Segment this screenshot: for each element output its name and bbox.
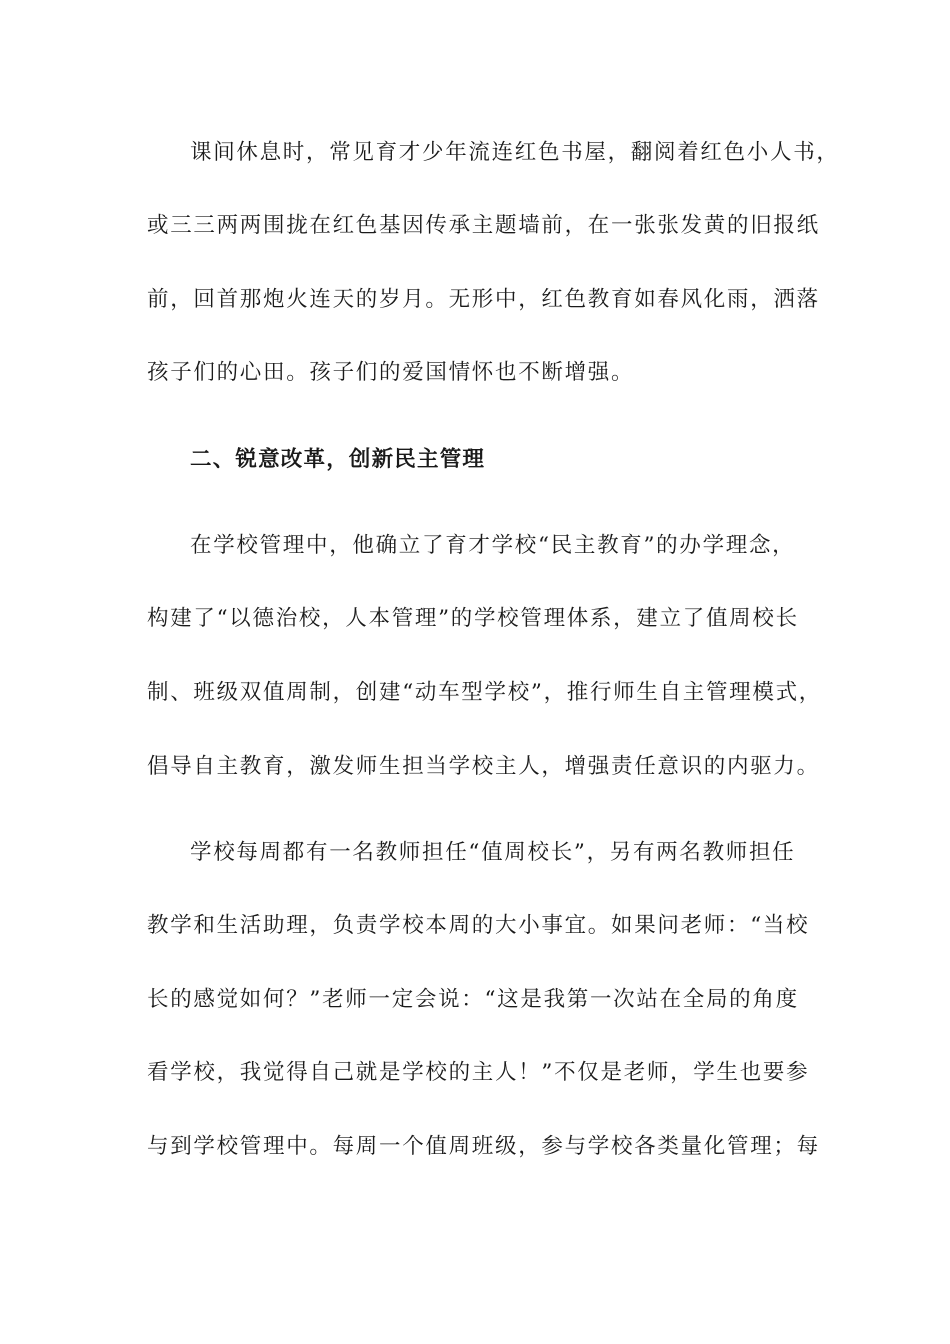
- paragraph-line: 在学校管理中，他确立了育才学校“民主教育”的办学理念，: [190, 533, 796, 558]
- paragraph-line: 或三三两两围拢在红色基因传承主题墙前，在一张张发黄的旧报纸: [147, 213, 820, 238]
- paragraph-line: 看学校，我觉得自己就是学校的主人！”不仅是老师，学生也要参: [147, 1060, 810, 1085]
- paragraph-line: 孩子们的心田。孩子们的爱国情怀也不断增强。: [147, 360, 635, 385]
- paragraph-line: 长的感觉如何？”老师一定会说：“这是我第一次站在全局的角度: [147, 987, 799, 1012]
- section-heading: 二、锐意改革，创新民主管理: [190, 447, 486, 472]
- paragraph-line: 学校每周都有一名教师担任“值周校长”，另有两名教师担任: [190, 840, 796, 865]
- paragraph-line: 与到学校管理中。每周一个值周班级，参与学校各类量化管理；每: [147, 1134, 820, 1159]
- paragraph-line: 制、班级双值周制，创建“动车型学校”，推行师生自主管理模式，: [147, 680, 822, 705]
- paragraph-line: 倡导自主教育，激发师生担当学校主人，增强责任意识的内驱力。: [147, 754, 820, 779]
- paragraph-line: 课间休息时，常见育才少年流连红色书屋，翻阅着红色小人书，: [190, 140, 840, 165]
- paragraph-line: 前，回首那炮火连天的岁月。无形中，红色教育如春风化雨，洒落: [147, 287, 820, 312]
- paragraph-line: 构建了“以德治校，人本管理”的学校管理体系，建立了值周校长: [147, 606, 799, 631]
- paragraph-line: 教学和生活助理，负责学校本周的大小事宜。如果问老师：“当校: [147, 913, 810, 938]
